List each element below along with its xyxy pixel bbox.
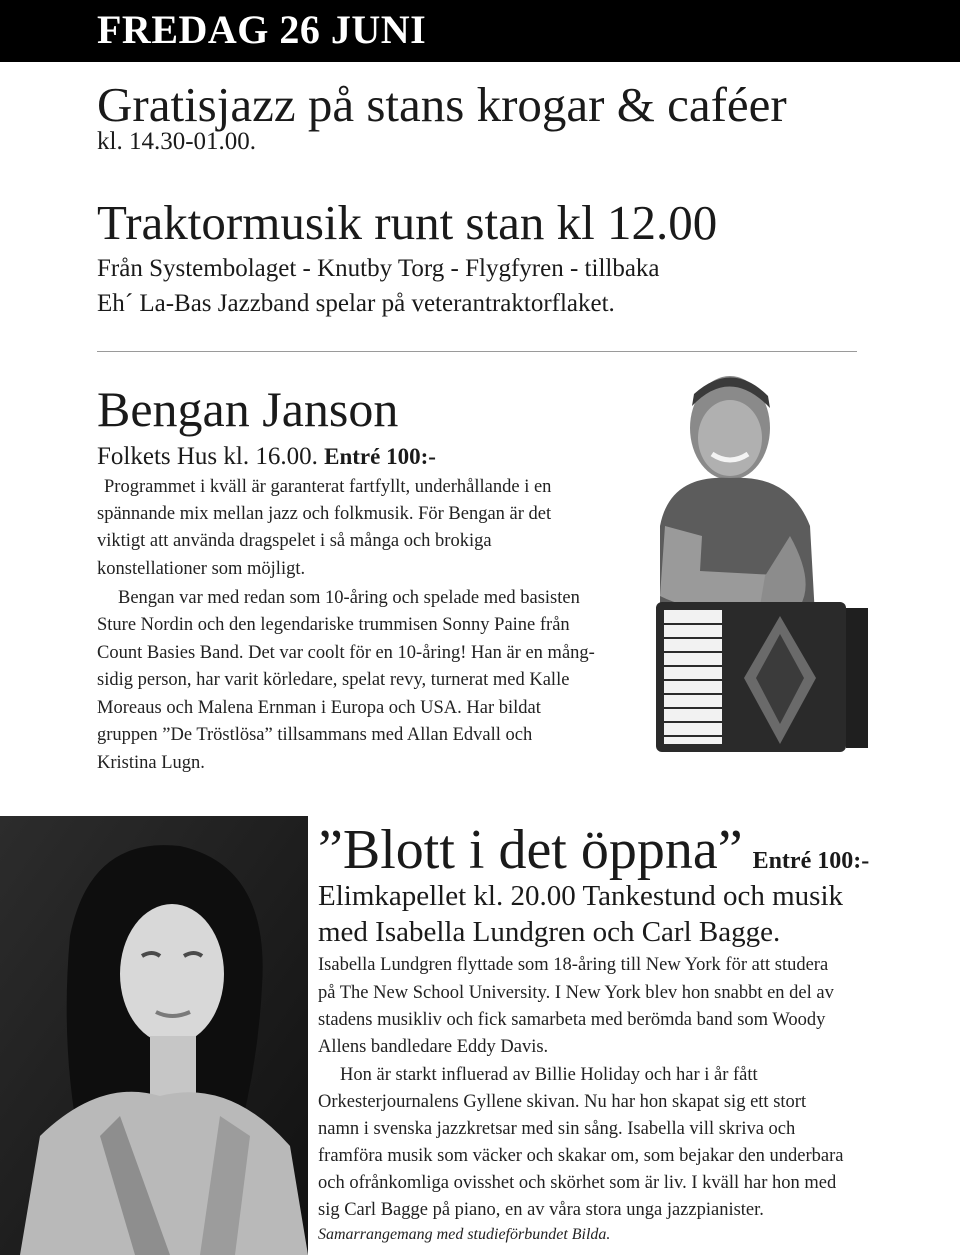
paragraph-line: Bengan var med redan som 10-åring och spelade med basisten	[118, 588, 580, 608]
paragraph-line: gruppen ”De Tröstlösa” tillsammans med Allan Edvall och	[97, 725, 533, 745]
section-divider	[97, 351, 857, 352]
event1-time: kl. 14.30-01.00.	[97, 128, 257, 155]
event4-subtitle: Elimkapellet kl. 20.00 Tankestund och musik	[318, 880, 844, 912]
date-heading: FREDAG 26 JUNI	[97, 7, 427, 52]
paragraph-line: sig Carl Bagge på piano, en av våra stora unga jazzpianister.	[318, 1200, 764, 1220]
paragraph-line: Sture Nordin och den legendariske trummisen Sonny Paine från	[97, 615, 570, 635]
paragraph-line: och ofrånkomliga ovisshet och skörhet som är liv. I kväll har hon med	[318, 1173, 837, 1193]
paragraph-line: Orkesterjournalens Gyllene skivan. Nu har hon skapat sig ett stort	[318, 1092, 807, 1112]
event3-venue: Folkets Hus kl. 16.00.	[97, 443, 318, 470]
woman-portrait-photo	[0, 816, 308, 1255]
paragraph-line: spännande mix mellan jazz och folkmusik. För Bengan är det	[97, 504, 552, 524]
paragraph-line: Count Basies Band. Det var coolt för en 10-åring! Han är en mång-	[97, 643, 595, 663]
paragraph-line: Allens bandledare Eddy Davis.	[318, 1037, 549, 1057]
event3-title: Bengan Janson	[97, 381, 399, 437]
paragraph-line: Kristina Lugn.	[97, 753, 205, 773]
paragraph-line: Isabella Lundgren flyttade som 18-åring till New York för att studera	[318, 955, 829, 975]
event2-line: Från Systembolaget - Knutby Torg - Flygfyren - tillbaka	[97, 255, 660, 282]
event4-entry: Entré 100:-	[752, 848, 870, 874]
event1-title: Gratisjazz på stans krogar & caféer	[97, 77, 787, 132]
paragraph-line: namn i svenska jazzkretsar med sin sång. Isabella vill skriva och	[318, 1119, 796, 1139]
event4-title: ”Blott i det öppna”	[318, 819, 743, 881]
paragraph-line: konstellationer som möjligt.	[97, 559, 306, 579]
event2-title: Traktormusik runt stan kl 12.00	[97, 195, 718, 250]
credit-line: Samarrangemang med studieförbundet Bilda.	[318, 1226, 611, 1243]
paragraph-line: Hon är starkt influerad av Billie Holiday och har i år fått	[340, 1065, 758, 1085]
paragraph-line: viktigt att använda dragspelet i så många och brokiga	[97, 531, 492, 551]
paragraph-line: på The New School University. I New York blev hon snabbt en del av	[318, 983, 834, 1003]
paragraph-line: Moreaus och Malena Ernman i Europa och USA. Har bildat	[97, 698, 541, 718]
event3-venue-line	[97, 443, 436, 471]
event2-line: Eh´ La-Bas Jazzband spelar på veterantraktorflaket.	[97, 290, 615, 317]
event4-title-line	[318, 818, 869, 882]
event3-entry: Entré 100:-	[324, 444, 436, 469]
man-with-accordion-photo	[640, 366, 900, 774]
paragraph-line: stadens musikliv och fick samarbeta med berömda band som Woody	[318, 1010, 826, 1030]
paragraph-line: Programmet i kväll är garanterat fartfyllt, underhållande i en	[104, 477, 552, 497]
event4-subtitle: med Isabella Lundgren och Carl Bagge.	[318, 916, 781, 948]
paragraph-line: framföra musik som väcker och skakar om, som bejakar den underbara	[318, 1146, 844, 1166]
paragraph-line: sidig person, har varit körledare, spelat revy, turnerat med Kalle	[97, 670, 570, 690]
